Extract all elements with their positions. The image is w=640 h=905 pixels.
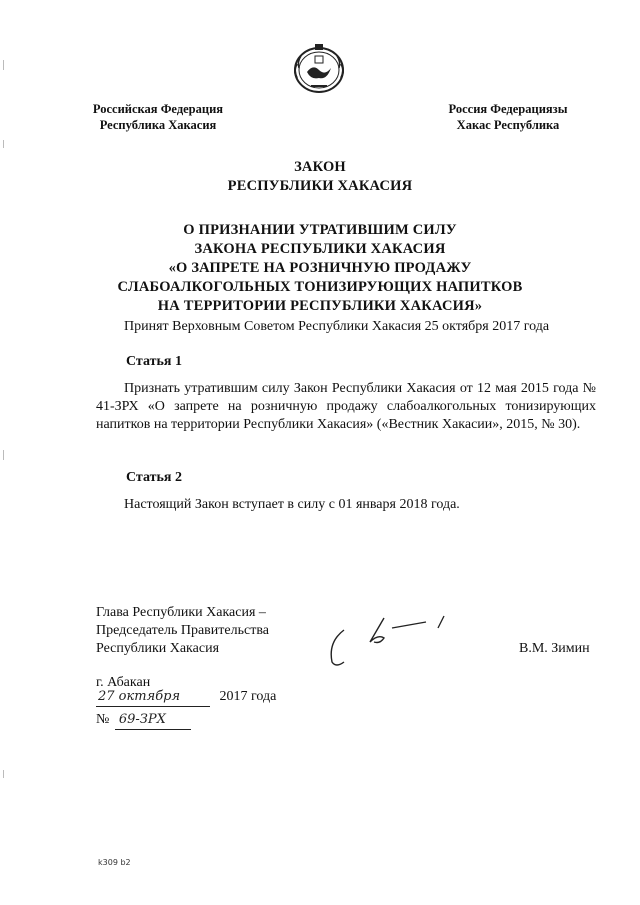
signatory-title-line1: Глава Республики Хакасия – (96, 605, 266, 620)
scan-mark (3, 450, 4, 460)
subtitle-line: НА ТЕРРИТОРИИ РЕСПУБЛИКИ ХАКАСИЯ» (157, 298, 483, 314)
header-right (428, 101, 588, 133)
signatory-title-line2: Председатель Правительства (96, 623, 269, 638)
signatory-name: В.М. Зимин (519, 641, 590, 656)
subtitle-line: О ПРИЗНАНИИ УТРАТИВШИМ СИЛУ (183, 222, 457, 238)
signatory-title-line3: Республики Хакасия (96, 641, 220, 656)
header-left (78, 101, 238, 133)
header-right-line2: Хакас Республика (456, 118, 560, 132)
coat-of-arms-emblem (289, 40, 349, 96)
date-line (96, 688, 296, 708)
header-left-line2: Республика Хакасия (99, 118, 217, 132)
handwritten-date: 27 октября (96, 688, 210, 707)
scan-mark (3, 140, 4, 148)
subtitle-line: СЛАБОАЛКОГОЛЬНЫХ ТОНИЗИРУЮЩИХ НАПИТКОВ (117, 279, 523, 295)
number-prefix: № (96, 712, 110, 727)
law-subtitle (0, 221, 640, 316)
article-2-heading: Статья 2 (126, 470, 182, 485)
city-label: г. Абакан (96, 675, 151, 690)
adopted-statement: Принят Верховным Советом Республики Хакасия 25 октября 2017 года (124, 319, 550, 334)
subtitle-line: «О ЗАПРЕТЕ НА РОЗНИЧНУЮ ПРОДАЖУ (168, 260, 472, 276)
subtitle-line: ЗАКОНА РЕСПУБЛИКИ ХАКАСИЯ (194, 241, 446, 257)
header-left-line1: Российская Федерация (92, 102, 224, 116)
article-2-text: Настоящий Закон вступает в силу с 01 января 2018 года. (124, 497, 460, 512)
scan-mark (3, 770, 4, 778)
article-1-text: Признать утратившим силу Закон Республики Хакасия от 12 мая 2015 года № 41-ЗРХ «О запрете на розничную продажу слабоалкогольных тонизирующих напитков на территории Республики Хакасия» («Вестник Хакасии», 2015, № 30). (96, 381, 596, 432)
law-title-republic: РЕСПУБЛИКИ ХАКАСИЯ (227, 178, 413, 194)
law-number-line (96, 711, 216, 731)
handwritten-signature (322, 612, 472, 672)
signatory-title (96, 604, 269, 658)
scan-mark (3, 60, 4, 70)
header-right-line1: Россия Федерациязы (448, 102, 568, 116)
handwritten-number: 69-ЗРХ (115, 711, 191, 730)
year-text: 2017 года (219, 689, 277, 704)
footer-code: k309 b2 (98, 858, 131, 867)
law-title: ЗАКОН (294, 159, 346, 175)
article-1-heading: Статья 1 (126, 354, 182, 369)
